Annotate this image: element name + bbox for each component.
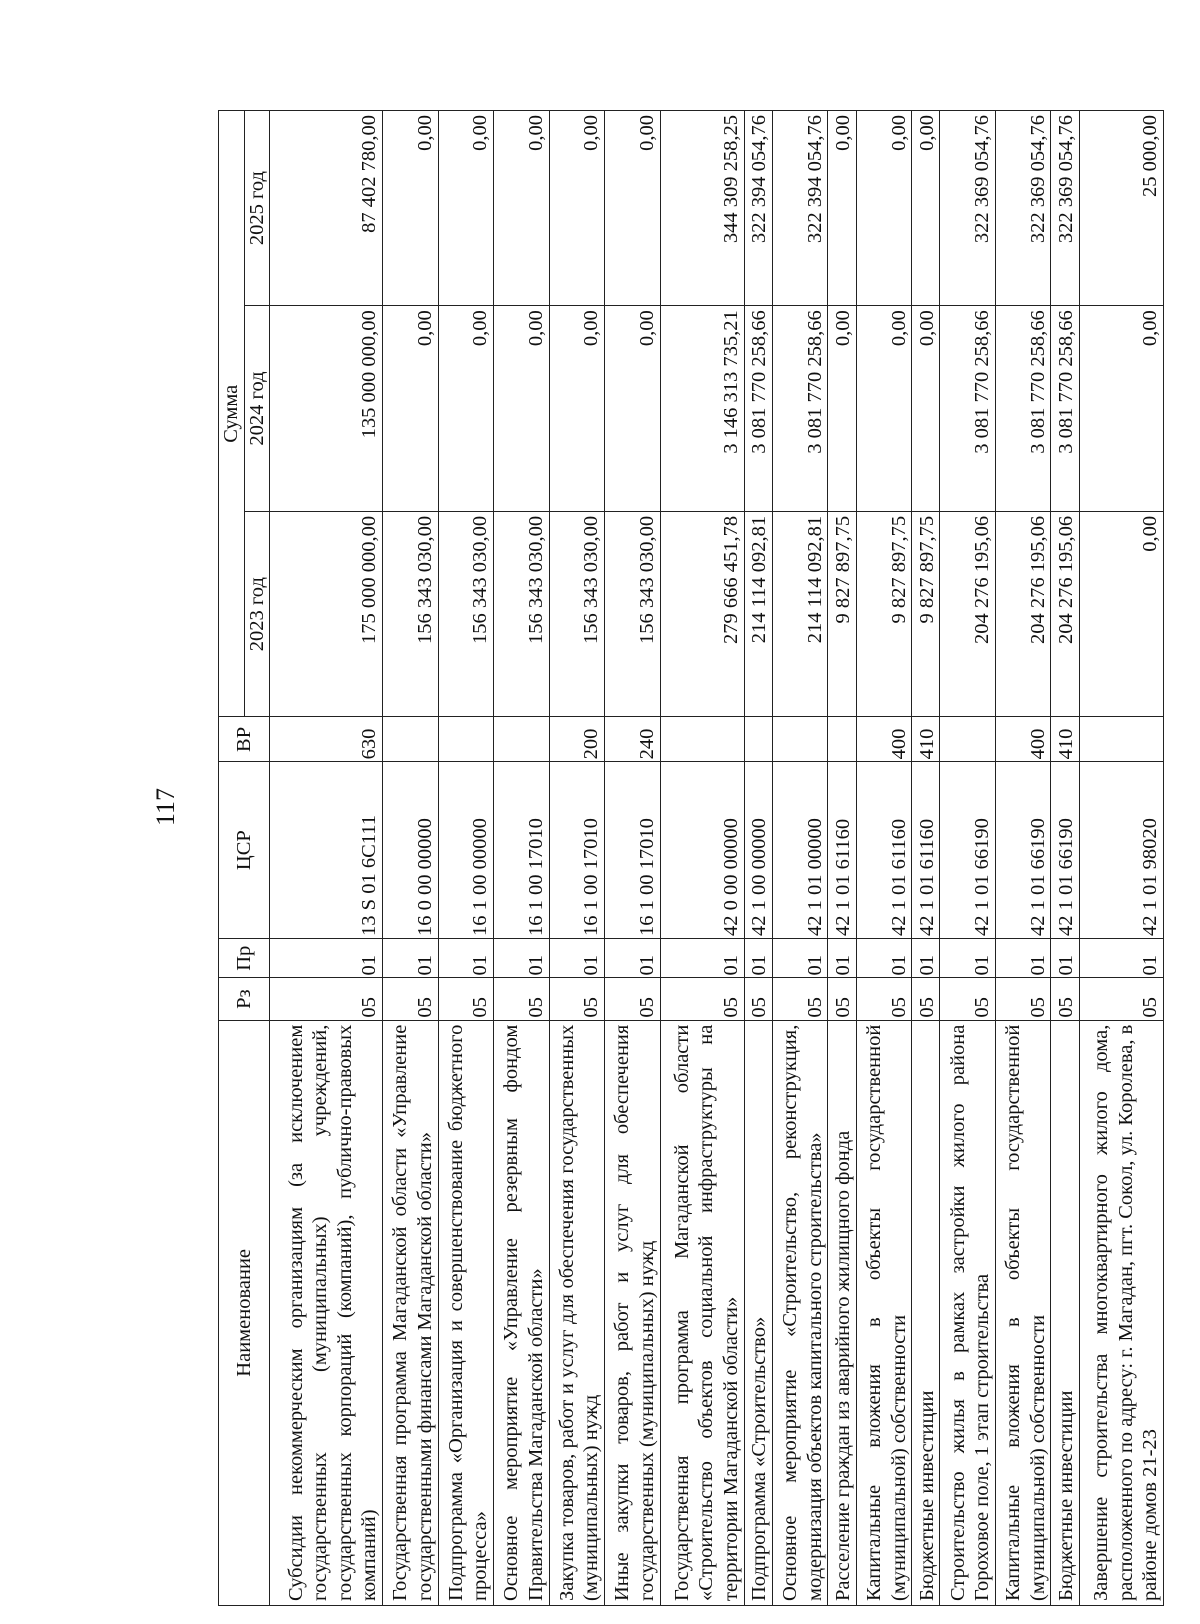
row-name: Подпрограмма «Строительство» [744,1020,772,1605]
row-sum-2023: 204 276 195,06 [1051,511,1079,717]
row-name: Иные закупки товаров, работ и услуг для обеспечения государственных (муниципальных) нужд [605,1020,661,1605]
row-sum-2024: 3 081 770 258,66 [1051,306,1079,512]
table-row [912,111,940,1606]
row-vr [383,717,439,762]
row-csr: 16 1 00 00000 [438,762,494,939]
row-sum-2025: 0,00 [828,111,856,306]
row-rz: 05 [438,978,494,1020]
row-vr [494,717,550,762]
budget-table-container [218,110,1164,1606]
row-pr: 01 [549,938,605,978]
row-csr: 42 1 01 98020 [1079,762,1163,939]
row-csr: 16 0 00 00000 [383,762,439,939]
row-csr: 42 1 01 61160 [828,762,856,939]
table-row [438,111,494,1606]
table-row [772,111,828,1606]
row-csr: 13 S 01 6С111 [270,762,383,939]
table-row [995,111,1051,1606]
row-sum-2024: 135 000 000,00 [270,306,383,512]
row-sum-2025: 322 394 054,76 [744,111,772,306]
row-sum-2025: 25 000,00 [1079,111,1163,306]
row-sum-2025: 0,00 [494,111,550,306]
row-rz: 05 [828,978,856,1020]
row-vr [438,717,494,762]
row-pr: 01 [856,938,912,978]
row-rz: 05 [660,978,744,1020]
header-rz: Рз [219,978,270,1020]
header-csr: ЦСР [219,762,270,939]
row-vr [1079,717,1163,762]
row-sum-2023: 156 343 030,00 [438,511,494,717]
table-row [660,111,744,1606]
table-row [270,111,383,1606]
header-name: Наименование [219,1020,270,1605]
row-sum-2023: 156 343 030,00 [383,511,439,717]
row-sum-2024: 3 081 770 258,66 [940,306,996,512]
row-sum-2024: 3 081 770 258,66 [772,306,828,512]
table-row [856,111,912,1606]
budget-table [218,110,1164,1606]
row-sum-2025: 344 309 258,25 [660,111,744,306]
row-sum-2023: 0,00 [1079,511,1163,717]
header-2025: 2025 год [244,111,270,306]
row-pr: 01 [940,938,996,978]
row-pr: 01 [438,938,494,978]
row-sum-2024: 0,00 [605,306,661,512]
row-sum-2024: 3 081 770 258,66 [995,306,1051,512]
row-sum-2023: 156 343 030,00 [605,511,661,717]
row-csr: 42 1 00 00000 [744,762,772,939]
row-csr: 16 1 00 17010 [605,762,661,939]
row-sum-2024: 0,00 [1079,306,1163,512]
row-rz: 05 [1079,978,1163,1020]
header-pr: Пр [219,938,270,978]
row-rz: 05 [605,978,661,1020]
row-name: Основное мероприятие «Строительство, реконструкция, модернизация объектов капитального строительства» [772,1020,828,1605]
row-sum-2024: 0,00 [494,306,550,512]
table-row [1051,111,1079,1606]
row-sum-2023: 175 000 000,00 [270,511,383,717]
row-name: Строительство жилья в рамках застройки жилого района Гороховое поле, 1 этап строительства [940,1020,996,1605]
row-csr: 42 1 01 66190 [995,762,1051,939]
row-csr: 42 1 01 66190 [940,762,996,939]
row-rz: 05 [494,978,550,1020]
row-sum-2024: 3 146 313 735,21 [660,306,744,512]
row-vr: 240 [605,717,661,762]
row-pr: 01 [270,938,383,978]
row-sum-2025: 322 369 054,76 [1051,111,1079,306]
row-name: Бюджетные инвестиции [912,1020,940,1605]
row-rz: 05 [856,978,912,1020]
row-pr: 01 [772,938,828,978]
header-2023: 2023 год [244,511,270,717]
row-sum-2023: 9 827 897,75 [856,511,912,717]
row-sum-2024: 0,00 [383,306,439,512]
row-pr: 01 [383,938,439,978]
row-csr: 42 1 01 61160 [856,762,912,939]
row-name: Капитальные вложения в объекты государственной (муниципальной) собственности [995,1020,1051,1605]
row-name: Завершение строительства многоквартирного жилого дома, расположенного по адресу: г. Магадан, пгт. Сокол, ул. Королева, в районе домов 21-23 [1079,1020,1163,1605]
row-name: Подпрограмма «Организация и совершенствование бюджетного процесса» [438,1020,494,1605]
row-rz: 05 [270,978,383,1020]
row-rz: 05 [912,978,940,1020]
row-sum-2023: 156 343 030,00 [549,511,605,717]
row-vr [828,717,856,762]
row-name: Закупка товаров, работ и услуг для обеспечения государственных (муниципальных) нужд [549,1020,605,1605]
header-sum: Сумма [219,111,245,718]
row-vr [744,717,772,762]
row-csr: 16 1 00 17010 [549,762,605,939]
row-sum-2025: 87 402 780,00 [270,111,383,306]
row-csr: 42 0 00 00000 [660,762,744,939]
table-row [605,111,661,1606]
row-sum-2024: 0,00 [828,306,856,512]
row-sum-2024: 0,00 [856,306,912,512]
row-name: Субсидии некоммерческим организациям (за исключением государственных (муниципальных) учреждений, государственных корпораций (компаний), публично-правовых компаний) [270,1020,383,1605]
table-row [744,111,772,1606]
row-sum-2025: 0,00 [549,111,605,306]
row-name: Капитальные вложения в объекты государственной (муниципальной) собственности [856,1020,912,1605]
row-rz: 05 [995,978,1051,1020]
row-name: Государственная программа Магаданской области «Управление государственными финансами Магаданской области» [383,1020,439,1605]
row-sum-2023: 214 114 092,81 [744,511,772,717]
row-pr: 01 [494,938,550,978]
row-sum-2025: 0,00 [438,111,494,306]
header-vr: ВР [219,717,270,762]
row-sum-2024: 0,00 [549,306,605,512]
row-pr: 01 [605,938,661,978]
row-vr [940,717,996,762]
row-rz: 05 [940,978,996,1020]
table-row [1079,111,1163,1606]
row-rz: 05 [1051,978,1079,1020]
row-sum-2023: 204 276 195,06 [995,511,1051,717]
row-pr: 01 [660,938,744,978]
row-sum-2025: 0,00 [912,111,940,306]
row-name: Расселение граждан из аварийного жилищного фонда [828,1020,856,1605]
row-sum-2024: 3 081 770 258,66 [744,306,772,512]
row-sum-2023: 279 666 451,78 [660,511,744,717]
row-pr: 01 [1051,938,1079,978]
row-rz: 05 [549,978,605,1020]
row-vr [772,717,828,762]
row-pr: 01 [1079,938,1163,978]
row-csr: 42 1 01 66190 [1051,762,1079,939]
row-name: Основное мероприятие «Управление резервным фондом Правительства Магаданской области» [494,1020,550,1605]
row-csr: 16 1 00 17010 [494,762,550,939]
row-sum-2025: 0,00 [605,111,661,306]
row-pr: 01 [828,938,856,978]
row-vr: 400 [995,717,1051,762]
table-row [549,111,605,1606]
row-sum-2023: 9 827 897,75 [912,511,940,717]
row-vr: 400 [856,717,912,762]
table-row [828,111,856,1606]
row-sum-2024: 0,00 [438,306,494,512]
row-sum-2024: 0,00 [912,306,940,512]
row-sum-2025: 322 394 054,76 [772,111,828,306]
row-vr: 630 [270,717,383,762]
row-vr: 200 [549,717,605,762]
table-row [940,111,996,1606]
row-sum-2025: 0,00 [383,111,439,306]
row-rz: 05 [383,978,439,1020]
row-vr [660,717,744,762]
row-sum-2025: 322 369 054,76 [995,111,1051,306]
row-name: Бюджетные инвестиции [1051,1020,1079,1605]
header-2024: 2024 год [244,306,270,512]
row-rz: 05 [744,978,772,1020]
row-csr: 42 1 01 61160 [912,762,940,939]
row-pr: 01 [744,938,772,978]
row-sum-2025: 0,00 [856,111,912,306]
row-csr: 42 1 01 00000 [772,762,828,939]
table-row [383,111,439,1606]
row-sum-2023: 204 276 195,06 [940,511,996,717]
page-number: 117 [151,787,180,827]
row-sum-2023: 9 827 897,75 [828,511,856,717]
row-rz: 05 [772,978,828,1020]
table-row [494,111,550,1606]
row-sum-2023: 214 114 092,81 [772,511,828,717]
row-pr: 01 [995,938,1051,978]
row-pr: 01 [912,938,940,978]
row-name: Государственная программа Магаданской области «Строительство объектов социальной инфраструктуры на территории Магаданской области» [660,1020,744,1605]
row-sum-2023: 156 343 030,00 [494,511,550,717]
row-sum-2025: 322 369 054,76 [940,111,996,306]
row-vr: 410 [912,717,940,762]
row-vr: 410 [1051,717,1079,762]
